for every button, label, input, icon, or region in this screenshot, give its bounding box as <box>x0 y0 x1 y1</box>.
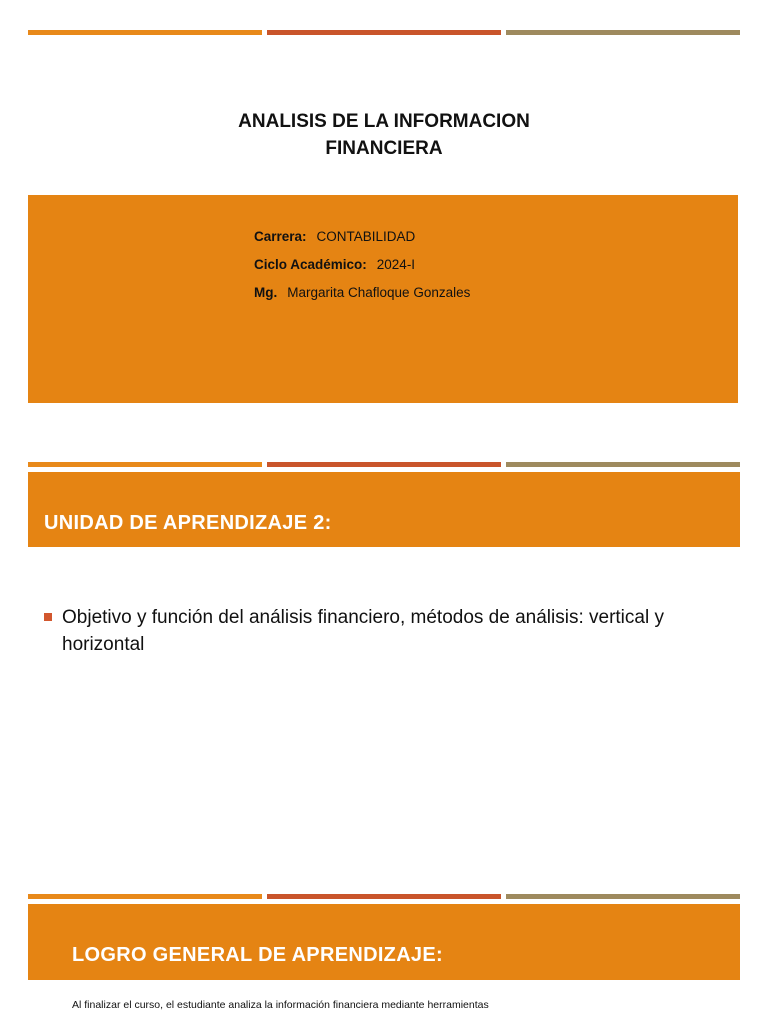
career-value: CONTABILIDAD <box>316 229 416 244</box>
stripe-segment-olive <box>506 894 740 899</box>
stripe-segment-orange <box>28 30 262 35</box>
unit-banner-title: UNIDAD DE APRENDIZAJE 2: <box>44 512 332 534</box>
decorative-stripe-top <box>28 30 740 35</box>
goal-banner <box>28 904 740 980</box>
cycle-label: Ciclo Académico: <box>254 257 367 272</box>
stripe-segment-rust <box>267 462 501 467</box>
square-bullet-icon <box>44 613 52 621</box>
list-item <box>44 604 734 658</box>
stripe-segment-olive <box>506 30 740 35</box>
cycle-line <box>254 255 470 283</box>
teacher-line <box>254 283 470 311</box>
course-info-box <box>28 195 738 403</box>
decorative-stripe-bottom <box>28 894 740 899</box>
goal-banner-title: LOGRO GENERAL DE APRENDIZAJE: <box>72 944 443 966</box>
slide-title <box>0 108 768 162</box>
stripe-segment-rust <box>267 894 501 899</box>
slide-title-line1: ANALISIS DE LA INFORMACION <box>238 111 530 132</box>
decorative-stripe-middle <box>28 462 740 467</box>
stripe-segment-orange <box>28 462 262 467</box>
cycle-value: 2024-I <box>376 257 416 272</box>
unit-banner <box>28 472 740 547</box>
teacher-value: Margarita Chafloque Gonzales <box>287 285 471 300</box>
list-item-text: Objetivo y función del análisis financiero, métodos de análisis: vertical y horizontal <box>62 607 664 655</box>
slide-title-line2: FINANCIERA <box>325 138 443 159</box>
goal-description: Al finalizar el curso, el estudiante analiza la información financiera mediante herramientas <box>72 999 489 1011</box>
stripe-segment-olive <box>506 462 740 467</box>
course-info-lines <box>254 227 470 311</box>
stripe-segment-rust <box>267 30 501 35</box>
stripe-segment-orange <box>28 894 262 899</box>
career-label: Carrera: <box>254 229 307 244</box>
career-line <box>254 227 470 255</box>
teacher-label: Mg. <box>254 285 278 300</box>
